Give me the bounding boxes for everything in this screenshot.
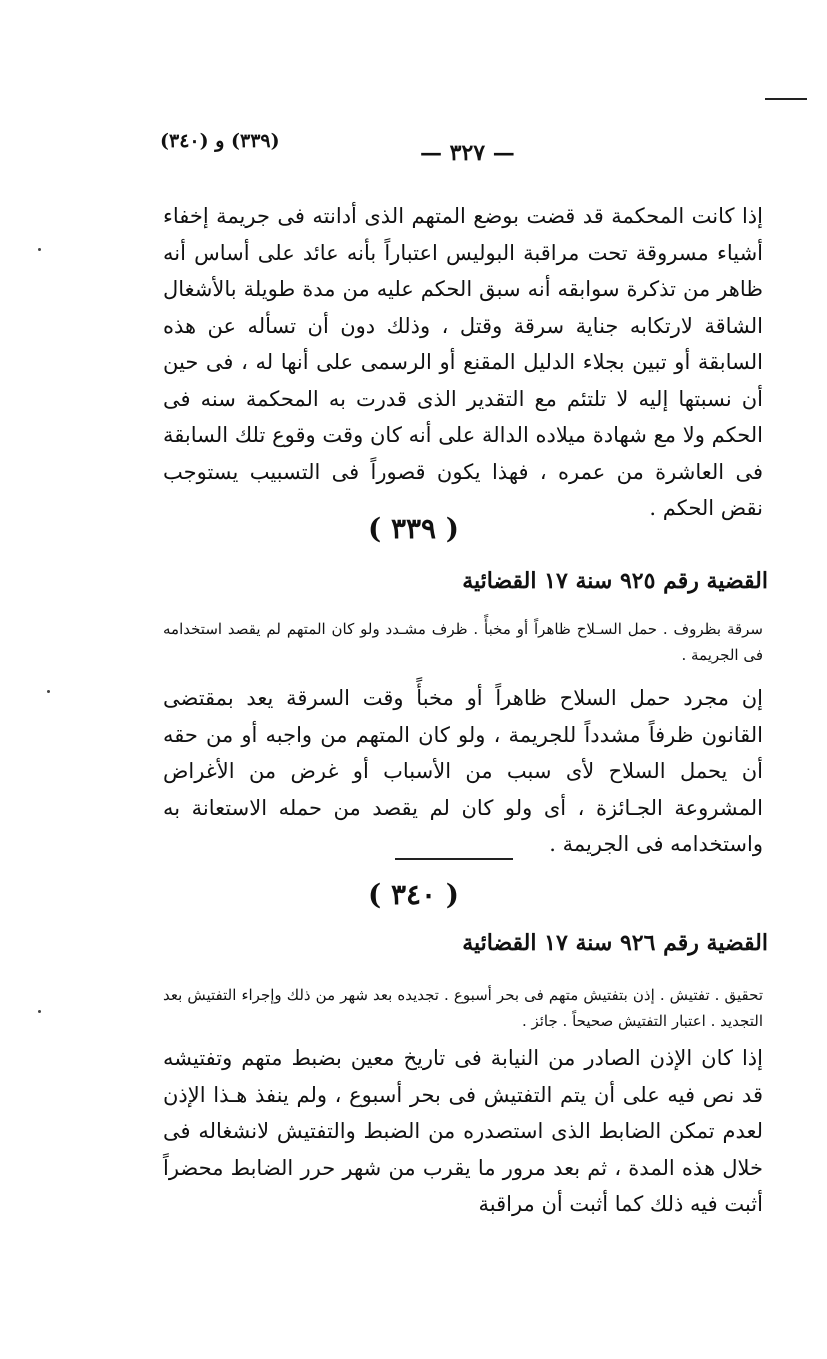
- paragraph-1: إذا كانت المحكمة قد قضت بوضع المتهم الذى أدانته فى جريمة إخفاء أشياء مسروقة تحت مراقبة البوليس اعتباراً بأنه عائد على أساس أنه ظاهر من تذكرة سوابقه أنه سبق الحكم عليه من مدة طويلة بالأشغال الشاقة لارتكابه جناية سرقة وقتل ، وذلك دون أن تسأله عن هذه السابقة أو تبين بجلاء الدليل المقنع أو الرسمى على أنها له ، فى حين أن نسبتها إليه لا تلتئم مع التقدير الذى قدرت به المحكمة سنه فى الحكم ولا مع شهادة ميلاده الدالة على أنه كان وقت وقوع تلك السابقة فى العاشرة من عمره ، فهذا يكون قصوراً فى التسبيب يستوجب نقض الحكم .: [163, 204, 763, 520]
- scan-speck: [38, 248, 41, 251]
- page-header: [150, 130, 710, 170]
- page-number: — ٣٢٧ —: [420, 140, 515, 166]
- case-body-340: إذا كان الإذن الصادر من النيابة فى تاريخ معين بضبط متهم وتفتيشه قد نص فيه على أن يتم التفتيش فى بحر أسبوع ، ولم ينفذ هـذا الإذن لعدم تمكن الضابط الذى استصدره من الضبط والتفتيش لانشغاله فى خلال هذه المدة ، ثم بعد مرور ما يقرب من شهر حرر الضابط محضراً أثبت فيه ذلك كما أثبت أن مراقبة: [163, 1046, 763, 1216]
- header-case-range: (٣٣٩) و (٣٤٠): [160, 130, 280, 152]
- case-body-339: إن مجرد حمل السلاح ظاهراً أو مخبأً وقت السرقة يعد بمقتضى القانون ظرفاً مشدداً للجريمة ، ولو كان المتهم من واجبه أو من حقه أن يحمل السلاح لأى سبب من الأسباب أو غرض من الأغراض المشروعة الجـائزة ، أى ولو كان لم يقصد من حمله الاستعانة به واستخدامه فى الجريمة .: [163, 686, 763, 856]
- corner-rule: [765, 98, 807, 100]
- case-title-339: القضية رقم ٩٢٥ سنة ١٧ القضائية: [462, 568, 768, 594]
- case-number-340: ( ٣٤٠ ): [367, 878, 460, 911]
- case-title-340: القضية رقم ٩٢٦ سنة ١٧ القضائية: [462, 930, 768, 956]
- case-number-339: ( ٣٣٩ ): [367, 512, 460, 545]
- case-summary-340: تحقيق . تفتيش . إذن بتفتيش متهم فى بحر أسبوع . تجديده بعد شهر من ذلك وإجراء التفتيش بعد التجديد . اعتبار التفتيش صحيحاً . جائز .: [163, 986, 763, 1030]
- scan-speck: [38, 1010, 41, 1013]
- section-separator: [395, 858, 513, 860]
- scan-speck: [47, 690, 50, 693]
- case-summary-339: سرقة بظروف . حمل السـلاح ظاهراً أو مخبأً . ظرف مشـدد ولو كان المتهم لم يقصد استخدامه فى الجريمة .: [163, 620, 763, 664]
